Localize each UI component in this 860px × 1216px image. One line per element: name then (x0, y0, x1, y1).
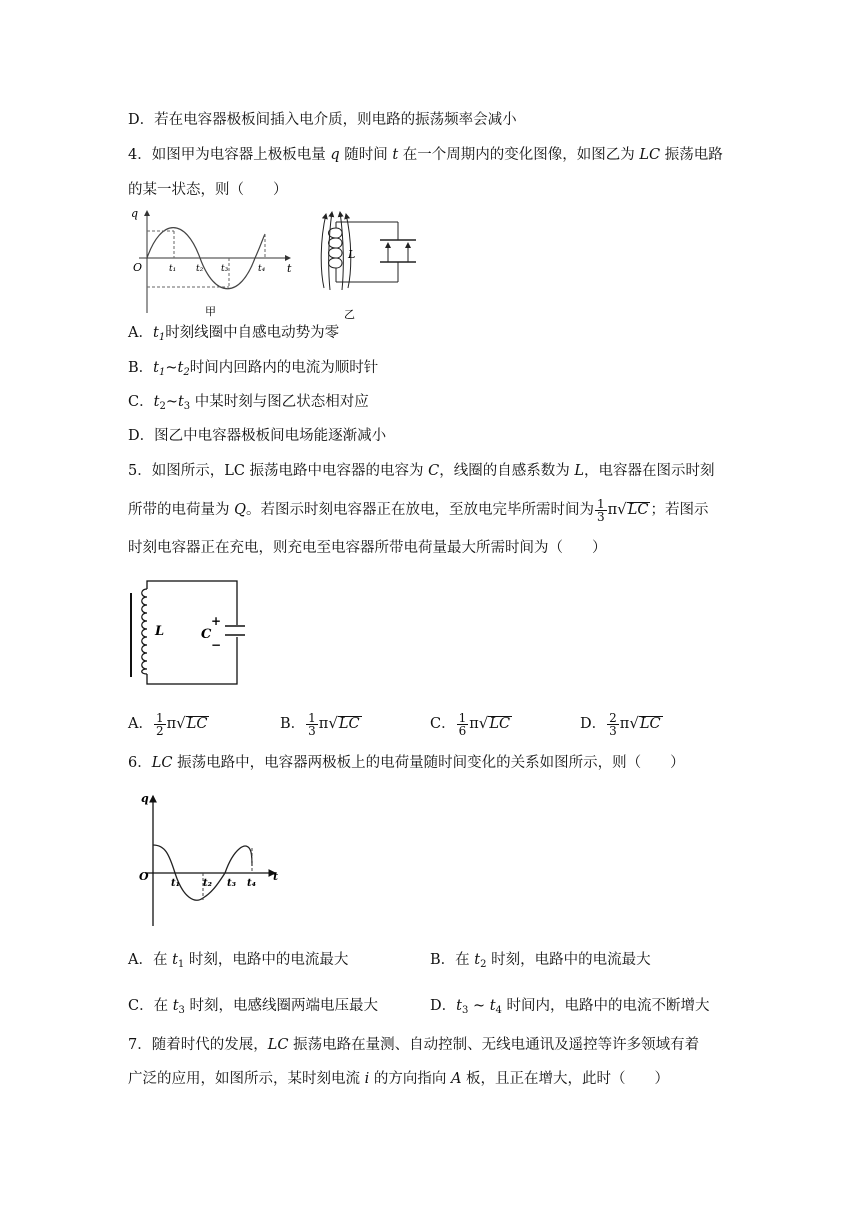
q4-figure-yi (318, 210, 418, 320)
q6-option-a: A．在 $t_1$ 时刻，电路中的电流最大 (128, 952, 349, 970)
t-axis-label: t (287, 262, 292, 275)
q-axis-label: q (141, 792, 149, 805)
q-axis-label: q (131, 207, 139, 220)
t4-label: t₄ (247, 878, 256, 889)
t-axis-label: t (273, 870, 279, 883)
q5-option-a: A． $\frac{1}{2}$ π√LC (128, 710, 208, 738)
q4-option-b: B．$t_1\sim t_2$时间内回路内的电流为顺时针 (128, 360, 379, 378)
q3-option-d: D．若在电容器极板间插入电介质，则电路的振荡频率会减小 (128, 112, 517, 128)
q4-stem-line2: 的某一状态，则（ ） (128, 182, 288, 198)
q5-stem-line1: 5．如图所示，LC 振荡电路中电容器的电容为 C，线圈的自感系数为 L，电容器在图示时刻 (128, 463, 715, 479)
q5-option-c: C． $\frac{1}{6}$ π√LC (430, 710, 511, 738)
q7-stem-line2: 广泛的应用，如图所示，某时刻电流 i 的方向指向 A 板，且正在增大，此时（ ） (128, 1071, 670, 1087)
capacitor-label: C (201, 627, 212, 642)
q5-circuit-figure (125, 575, 245, 690)
plus-sign: + (211, 614, 222, 628)
q5-stem-line2: 所带的电荷量为 Q。若图示时刻电容器正在放电，至放电完毕所需时间为 $\frac{1}{3}$ π√LC ；若图示 (128, 496, 709, 524)
inductor-label: L (348, 248, 356, 261)
inductor-label: L (155, 624, 165, 639)
figure-caption-yi: 乙 (344, 308, 355, 320)
t1-label: t₁ (169, 264, 177, 274)
q5-option-d: D． $\frac{2}{3}$ π√LC (580, 710, 661, 738)
q6-stem: 6．LC 振荡电路中，电容器两极板上的电荷量随时间变化的关系如图所示，则（ ） (128, 755, 685, 771)
q4-figure-jia (125, 203, 300, 318)
field-line-arrow (321, 214, 326, 288)
q5-option-b: B． $\frac{1}{3}$ π√LC (280, 710, 360, 738)
q4-option-c: C．$t_2\sim t_3$ 中某时刻与图乙状态相对应 (128, 394, 369, 412)
t3-label: t₃ (227, 878, 236, 889)
q4-option-d: D．图乙中电容器极板间电场能逐渐减小 (128, 428, 387, 444)
t2-label: t₂ (203, 878, 212, 889)
q6-option-d: D．$t_3$ ~ $t_4$ 时间内，电路中的电流不断增大 (430, 998, 710, 1016)
minus-sign: − (211, 638, 222, 652)
origin-label: O (139, 870, 149, 883)
t2-label: t₂ (196, 264, 204, 274)
q4-option-a: A．$t_1$时刻线圈中自感电动势为零 (128, 325, 340, 343)
q4-stem-line1: 4．如图甲为电容器上极板电量 q 随时间 t 在一个周期内的变化图像，如图乙为 LC 振荡电路 (128, 147, 723, 163)
figure-caption-jia: 甲 (205, 305, 216, 318)
q6-option-b: B．在 $t_2$ 时刻，电路中的电流最大 (430, 952, 651, 970)
q6-option-c: C．在 $t_3$ 时刻，电感线圈两端电压最大 (128, 998, 379, 1016)
q7-stem-line1: 7．随着时代的发展，LC 振荡电路在量测、自动控制、无线电通讯及遥控等许多领域有着 (128, 1037, 700, 1053)
t1-label: t₁ (171, 878, 180, 889)
t3-label: t₃ (221, 264, 229, 274)
t4-label: t₄ (258, 264, 266, 274)
q6-figure (135, 788, 285, 928)
q5-stem-line3: 时刻电容器正在充电，则充电至电容器所带电荷量最大所需时间为（ ） (128, 540, 607, 556)
origin-label: O (133, 261, 143, 274)
